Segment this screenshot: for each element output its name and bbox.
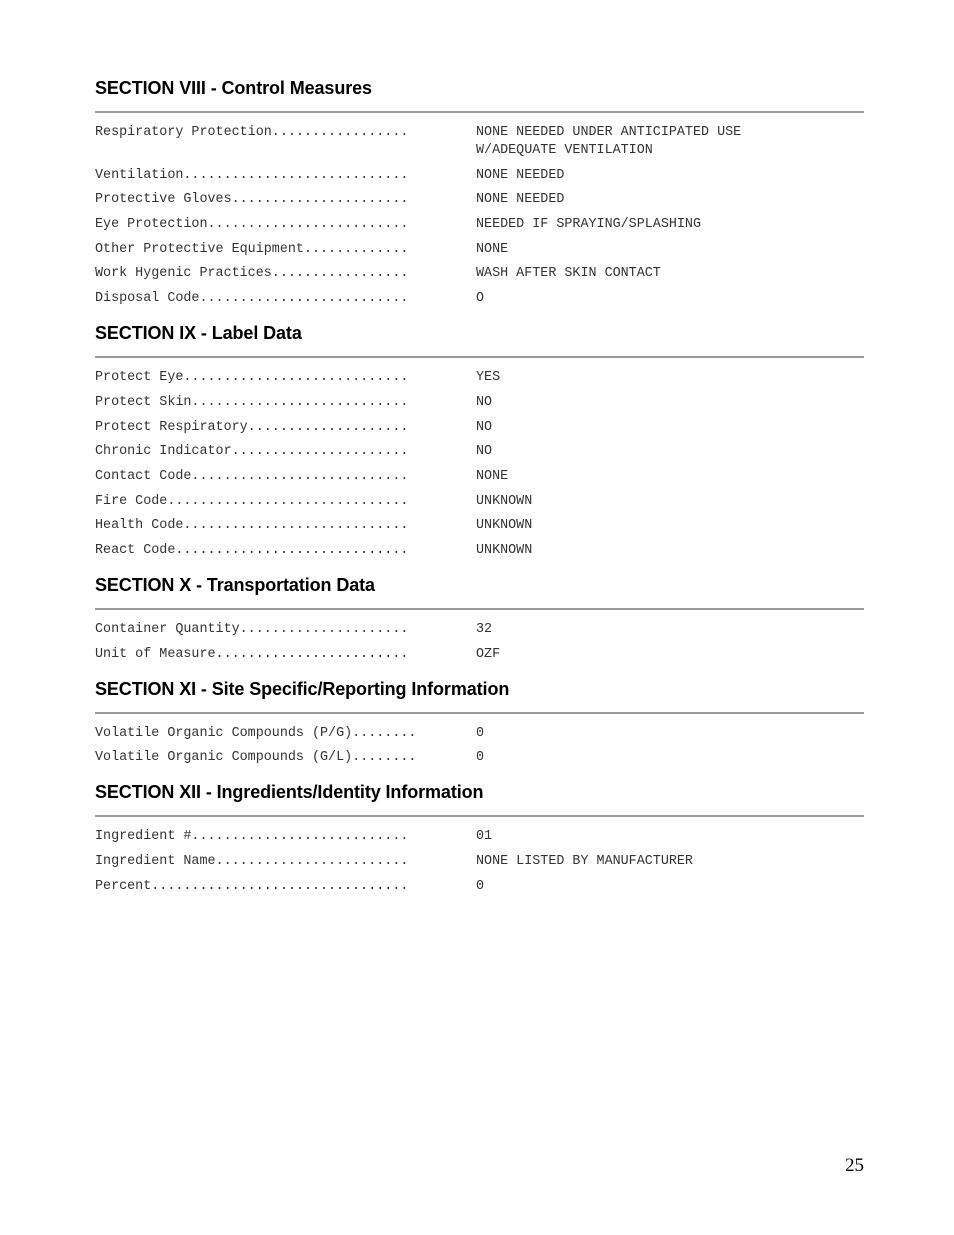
section-control-measures bbox=[95, 77, 864, 308]
document-page bbox=[95, 0, 864, 902]
field-label: Chronic Indicator...................... bbox=[95, 444, 409, 460]
section-divider bbox=[95, 608, 864, 610]
section-title: SECTION XII - Ingredients/Identity Information bbox=[95, 782, 484, 803]
field-label: React Code............................. bbox=[95, 542, 409, 558]
field-value: YES bbox=[476, 370, 501, 386]
field-row-contact-code bbox=[95, 468, 864, 486]
section-transportation-data bbox=[95, 574, 864, 664]
field-row-eye-protection bbox=[95, 216, 864, 234]
field-row-container-quantity bbox=[95, 621, 864, 639]
field-value: NONE LISTED BY MANUFACTURER bbox=[476, 854, 693, 869]
field-value: 32 bbox=[476, 621, 493, 637]
field-value: NONE bbox=[476, 241, 509, 257]
field-row-fire-code bbox=[95, 493, 864, 511]
field-value: OZF bbox=[476, 646, 501, 662]
field-row-ingredient-number bbox=[95, 828, 864, 846]
field-row-voc-gl bbox=[95, 749, 864, 767]
field-value: NONE NEEDED bbox=[476, 167, 565, 183]
field-label: Volatile Organic Compounds (P/G)........ bbox=[95, 725, 417, 741]
section-ingredients-identity bbox=[95, 781, 864, 895]
field-label: Protective Gloves...................... bbox=[95, 192, 409, 208]
field-label: Disposal Code.......................... bbox=[95, 291, 409, 307]
field-row-work-hygenic-practices bbox=[95, 265, 864, 283]
field-value: UNKNOWN bbox=[476, 542, 533, 558]
field-list bbox=[95, 124, 864, 308]
field-row-voc-pg bbox=[95, 725, 864, 743]
field-row-ingredient-name bbox=[95, 853, 864, 871]
field-label: Protect Eye............................ bbox=[95, 370, 409, 386]
field-row-protect-skin bbox=[95, 394, 864, 412]
field-value: NEEDED IF SPRAYING/SPLASHING bbox=[476, 217, 701, 233]
field-label: Volatile Organic Compounds (G/L)........ bbox=[95, 750, 417, 766]
field-label: Protect Skin........................... bbox=[95, 394, 409, 410]
field-label: Other Protective Equipment............. bbox=[95, 241, 409, 257]
field-row-react-code bbox=[95, 542, 864, 560]
field-value: NONE NEEDED bbox=[476, 192, 565, 208]
field-list bbox=[95, 621, 864, 664]
field-list bbox=[95, 369, 864, 560]
field-row-protective-gloves bbox=[95, 191, 864, 209]
field-value: 01 bbox=[476, 829, 493, 845]
field-value: WASH AFTER SKIN CONTACT bbox=[476, 266, 661, 282]
field-value: NO bbox=[476, 419, 493, 435]
field-label: Protect Respiratory.................... bbox=[95, 419, 409, 435]
field-label: Health Code............................ bbox=[95, 518, 409, 534]
section-divider bbox=[95, 712, 864, 714]
section-title: SECTION XI - Site Specific/Reporting Information bbox=[95, 678, 510, 699]
field-label: Ventilation............................ bbox=[95, 167, 409, 183]
field-value: O bbox=[476, 291, 485, 307]
field-value: NO bbox=[476, 394, 493, 410]
field-row-unit-of-measure bbox=[95, 646, 864, 664]
field-value: UNKNOWN bbox=[476, 493, 533, 509]
section-divider bbox=[95, 111, 864, 113]
field-label: Container Quantity..................... bbox=[95, 621, 409, 637]
field-row-protect-respiratory bbox=[95, 419, 864, 437]
field-value: NONE bbox=[476, 468, 509, 484]
field-label: Ingredient Name........................ bbox=[95, 854, 409, 869]
field-row-ventilation bbox=[95, 167, 864, 185]
section-title: SECTION IX - Label Data bbox=[95, 323, 302, 344]
field-label: Fire Code.............................. bbox=[95, 493, 409, 509]
field-list bbox=[95, 828, 864, 895]
field-label: Eye Protection......................... bbox=[95, 217, 409, 233]
section-label-data bbox=[95, 322, 864, 560]
field-label: Percent................................ bbox=[95, 878, 409, 894]
field-list bbox=[95, 725, 864, 768]
field-label: Unit of Measure........................ bbox=[95, 646, 409, 662]
section-title: SECTION X - Transportation Data bbox=[95, 574, 375, 595]
section-site-specific-reporting bbox=[95, 678, 864, 768]
field-row-other-protective-equipment bbox=[95, 241, 864, 259]
field-value: 0 bbox=[476, 750, 485, 766]
field-value: 0 bbox=[476, 725, 485, 741]
field-label: Work Hygenic Practices................. bbox=[95, 266, 409, 282]
field-value: UNKNOWN bbox=[476, 518, 533, 534]
field-row-health-code bbox=[95, 517, 864, 535]
field-label: Respiratory Protection................. bbox=[95, 125, 409, 140]
page-number: 25 bbox=[845, 1155, 864, 1176]
field-row-protect-eye bbox=[95, 369, 864, 387]
field-row-chronic-indicator bbox=[95, 443, 864, 461]
field-row-percent bbox=[95, 878, 864, 896]
field-value: 0 bbox=[476, 878, 485, 894]
field-label: Contact Code........................... bbox=[95, 468, 409, 484]
field-label: Ingredient #........................... bbox=[95, 829, 409, 845]
field-row-respiratory-protection bbox=[95, 124, 864, 160]
field-value: NO bbox=[476, 444, 493, 460]
section-title: SECTION VIII - Control Measures bbox=[95, 78, 372, 98]
field-value: NONE NEEDED UNDER ANTICIPATED USE W/ADEQUATE VENTILATION bbox=[476, 125, 742, 158]
section-divider bbox=[95, 815, 864, 817]
section-divider bbox=[95, 356, 864, 358]
field-row-disposal-code bbox=[95, 290, 864, 308]
